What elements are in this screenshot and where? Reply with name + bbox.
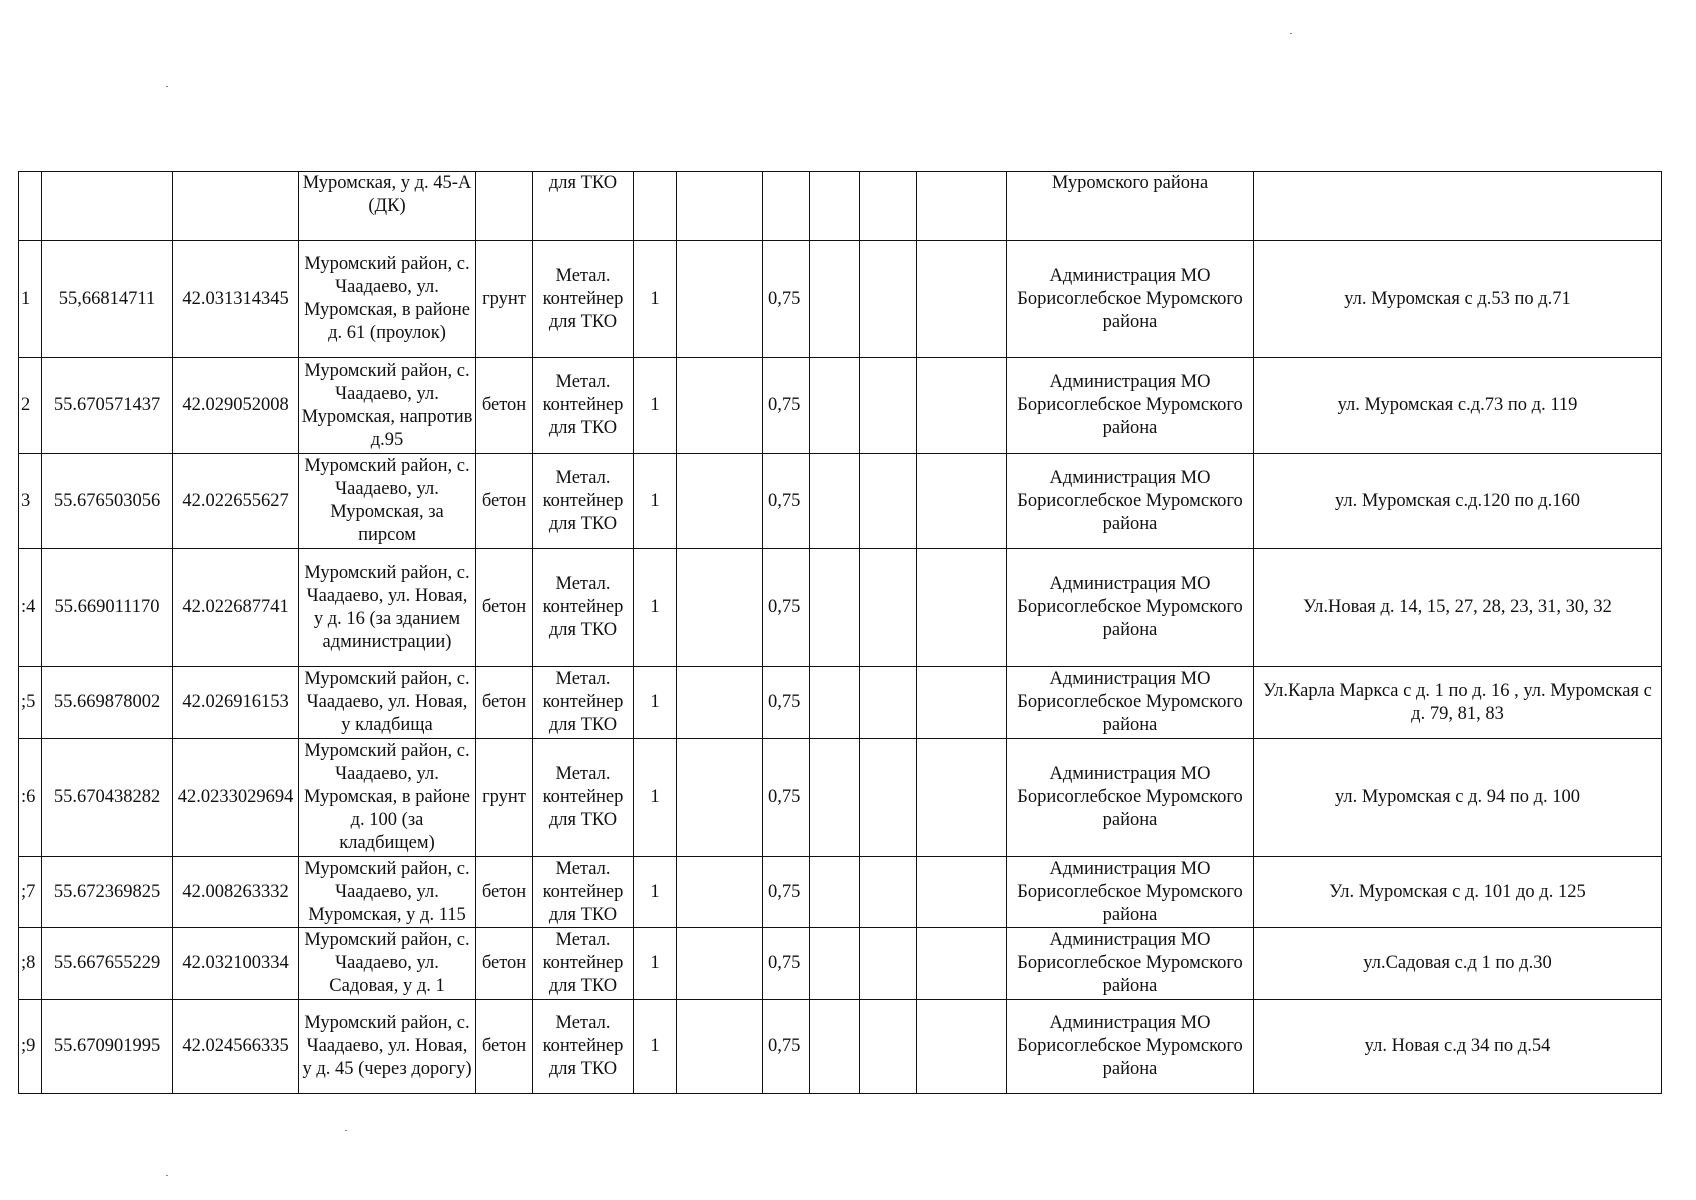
table-body [19,172,1662,1094]
cell-empty-3 [860,739,917,857]
cell-container-type: Метал. контейнер для ТКО [533,739,634,857]
scan-speck-1 [166,86,168,87]
cell-owner: Администрация МО Борисоглебское Муромского района [1007,857,1254,928]
cell-count: 1 [634,549,677,667]
cell-lon: 42.022687741 [173,549,299,667]
cell-location: Муромский район, с. Чаадаево, ул. Новая, у кладбища [299,667,476,739]
cell-container-type: Метал. контейнер для ТКО [533,454,634,549]
cell-location: Муромский район, с. Чаадаево, ул. Муромская, за пирсом [299,454,476,549]
cell-num: ;9 [19,1000,42,1094]
cell-empty-1 [677,172,763,241]
table-row [19,241,1662,358]
cell-container-type: Метал. контейнер для ТКО [533,358,634,454]
cell-lon: 42.022655627 [173,454,299,549]
cell-surface: бетон [476,667,533,739]
cell-location: Муромский район, с. Чаадаево, ул. Муромская, в районе д. 61 (проулок) [299,241,476,358]
cell-num: 3 [19,454,42,549]
cell-served-addresses: Ул. Муромская с д. 101 до д. 125 [1254,857,1662,928]
cell-lat [42,172,173,241]
cell-empty-1 [677,241,763,358]
cell-empty-3 [860,454,917,549]
cell-owner: Администрация МО Борисоглебское Муромского района [1007,454,1254,549]
cell-num: :4 [19,549,42,667]
cell-surface: грунт [476,241,533,358]
cell-volume: 0,75 [763,667,810,739]
cell-location: Муромский район, с. Чаадаево, ул. Новая, у д. 45 (через дорогу) [299,1000,476,1094]
cell-served-addresses: ул. Муромская с д. 94 по д. 100 [1254,739,1662,857]
cell-empty-4 [917,857,1007,928]
cell-empty-4 [917,172,1007,241]
cell-lat: 55.670438282 [42,739,173,857]
cell-empty-3 [860,857,917,928]
cell-empty-3 [860,549,917,667]
cell-num [19,172,42,241]
cell-empty-1 [677,549,763,667]
cell-container-type: Метал. контейнер для ТКО [533,857,634,928]
cell-served-addresses: ул. Муромская с.д.120 по д.160 [1254,454,1662,549]
cell-volume: 0,75 [763,739,810,857]
cell-empty-2 [810,928,860,1000]
cell-owner: Муромского района [1007,172,1254,241]
cell-volume: 0,75 [763,1000,810,1094]
cell-empty-2 [810,241,860,358]
cell-empty-1 [677,857,763,928]
cell-empty-1 [677,739,763,857]
cell-container-type: Метал. контейнер для ТКО [533,549,634,667]
cell-lon: 42.032100334 [173,928,299,1000]
table-row [19,358,1662,454]
cell-served-addresses: ул. Муромская с д.53 по д.71 [1254,241,1662,358]
cell-empty-1 [677,667,763,739]
cell-empty-1 [677,358,763,454]
cell-lon: 42.008263332 [173,857,299,928]
cell-surface: бетон [476,454,533,549]
cell-lat: 55.672369825 [42,857,173,928]
cell-container-type: Метал. контейнер для ТКО [533,241,634,358]
cell-empty-2 [810,454,860,549]
cell-surface: грунт [476,739,533,857]
scan-speck-4 [345,1130,347,1131]
table-row [19,928,1662,1000]
cell-count: 1 [634,241,677,358]
cell-surface: бетон [476,928,533,1000]
table-row [19,1000,1662,1094]
cell-lon: 42.031314345 [173,241,299,358]
cell-lon: 42.026916153 [173,667,299,739]
cell-num: ;8 [19,928,42,1000]
cell-location: Муромская, у д. 45-А (ДК) [299,172,476,241]
scan-speck-2 [1290,33,1292,34]
cell-num: ;7 [19,857,42,928]
cell-container-type: Метал. контейнер для ТКО [533,928,634,1000]
cell-volume: 0,75 [763,549,810,667]
cell-lon: 42.029052008 [173,358,299,454]
cell-owner: Администрация МО Борисоглебское Муромского района [1007,549,1254,667]
cell-location: Муромский район, с. Чаадаево, ул. Муромская, у д. 115 [299,857,476,928]
cell-empty-2 [810,1000,860,1094]
cell-empty-1 [677,928,763,1000]
cell-surface: бетон [476,358,533,454]
cell-empty-3 [860,172,917,241]
cell-empty-4 [917,1000,1007,1094]
cell-container-type: Метал. контейнер для ТКО [533,667,634,739]
cell-served-addresses: ул.Садовая с.д 1 по д.30 [1254,928,1662,1000]
cell-empty-2 [810,857,860,928]
cell-empty-3 [860,928,917,1000]
cell-empty-3 [860,1000,917,1094]
cell-surface: бетон [476,857,533,928]
cell-location: Муромский район, с. Чаадаево, ул. Муромская, в районе д. 100 (за кладбищем) [299,739,476,857]
cell-empty-1 [677,1000,763,1094]
cell-location: Муромский район, с. Чаадаево, ул. Муромская, напротив д.95 [299,358,476,454]
table-row [19,549,1662,667]
cell-volume: 0,75 [763,454,810,549]
cell-lon: 42.0233029694 [173,739,299,857]
waste-sites-table [18,171,1662,1094]
cell-lat: 55.667655229 [42,928,173,1000]
cell-owner: Администрация МО Борисоглебское Муромского района [1007,241,1254,358]
cell-container-type: Метал. контейнер для ТКО [533,1000,634,1094]
cell-volume: 0,75 [763,358,810,454]
cell-empty-2 [810,739,860,857]
cell-served-addresses [1254,172,1662,241]
cell-empty-2 [810,172,860,241]
table-row [19,454,1662,549]
cell-served-addresses: ул. Муромская с.д.73 по д. 119 [1254,358,1662,454]
table-row [19,739,1662,857]
cell-count: 1 [634,454,677,549]
cell-surface: бетон [476,1000,533,1094]
cell-num: ;5 [19,667,42,739]
cell-location: Муромский район, с. Чаадаево, ул. Новая, у д. 16 (за зданием администрации) [299,549,476,667]
cell-count: 1 [634,739,677,857]
cell-empty-3 [860,241,917,358]
cell-lat: 55,66814711 [42,241,173,358]
cell-served-addresses: Ул.Карла Маркса с д. 1 по д. 16 , ул. Муромская с д. 79, 81, 83 [1254,667,1662,739]
cell-owner: Администрация МО Борисоглебское Муромского района [1007,739,1254,857]
cell-empty-1 [677,454,763,549]
cell-surface: бетон [476,549,533,667]
cell-count: 1 [634,928,677,1000]
cell-empty-4 [917,454,1007,549]
cell-volume [763,172,810,241]
cell-served-addresses: Ул.Новая д. 14, 15, 27, 28, 23, 31, 30, 32 [1254,549,1662,667]
cell-count: 1 [634,1000,677,1094]
cell-empty-2 [810,667,860,739]
cell-lat: 55.670571437 [42,358,173,454]
cell-lat: 55.670901995 [42,1000,173,1094]
cell-volume: 0,75 [763,241,810,358]
cell-empty-4 [917,928,1007,1000]
cell-num: 1 [19,241,42,358]
cell-lat: 55.669878002 [42,667,173,739]
table-row [19,667,1662,739]
cell-empty-4 [917,739,1007,857]
cell-empty-4 [917,667,1007,739]
cell-empty-3 [860,358,917,454]
cell-served-addresses: ул. Новая с.д 34 по д.54 [1254,1000,1662,1094]
cell-owner: Администрация МО Борисоглебское Муромского района [1007,1000,1254,1094]
cell-empty-2 [810,549,860,667]
table-row [19,857,1662,928]
cell-owner: Администрация МО Борисоглебское Муромского района [1007,928,1254,1000]
cell-container-type: для ТКО [533,172,634,241]
cell-count: 1 [634,358,677,454]
cell-volume: 0,75 [763,928,810,1000]
cell-count: 1 [634,857,677,928]
cell-count [634,172,677,241]
table-row-continuation [19,172,1662,241]
scan-speck-3 [166,1175,168,1176]
cell-location: Муромский район, с. Чаадаево, ул. Садовая, у д. 1 [299,928,476,1000]
cell-lat: 55.669011170 [42,549,173,667]
cell-num: 2 [19,358,42,454]
cell-count: 1 [634,667,677,739]
cell-empty-4 [917,549,1007,667]
cell-volume: 0,75 [763,857,810,928]
cell-surface [476,172,533,241]
cell-owner: Администрация МО Борисоглебское Муромского района [1007,667,1254,739]
cell-lon: 42.024566335 [173,1000,299,1094]
cell-num: :6 [19,739,42,857]
cell-empty-3 [860,667,917,739]
cell-lon [173,172,299,241]
cell-lat: 55.676503056 [42,454,173,549]
cell-owner: Администрация МО Борисоглебское Муромского района [1007,358,1254,454]
cell-empty-4 [917,358,1007,454]
cell-empty-2 [810,358,860,454]
cell-empty-4 [917,241,1007,358]
